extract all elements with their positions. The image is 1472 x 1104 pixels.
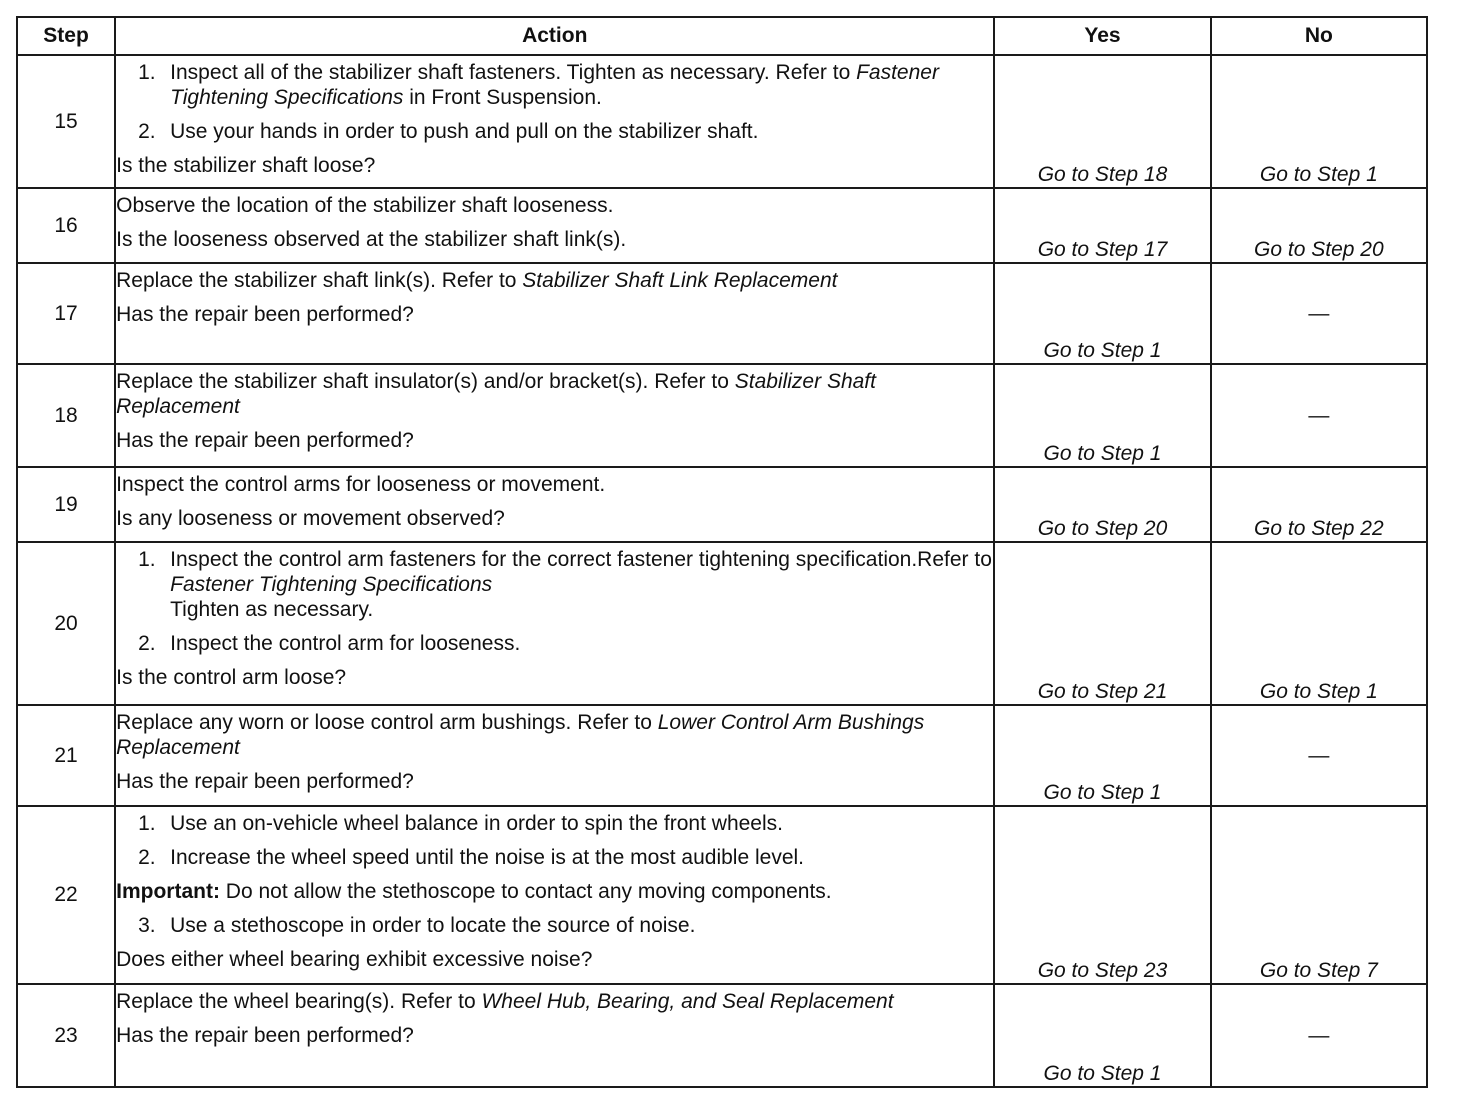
yes-cell: Go to Step 1 [994,364,1210,467]
action-cell [115,705,994,806]
yes-cell: Go to Step 1 [994,705,1210,806]
question-text: Is the control arm loose? [116,666,347,689]
step-number: 23 [17,984,115,1087]
step-number: 20 [17,542,115,705]
action-cell [115,984,994,1087]
table-row [17,806,1427,984]
yes-cell: Go to Step 20 [994,467,1210,542]
list-item: 1. Inspect all of the stabilizer shaft fasteners. Tighten as necessary. Refer to Fastener Tightening Specifications in Front Suspension. [138,61,939,109]
question-text: Has the repair been performed? [116,429,414,452]
table-row [17,55,1427,188]
action-cell [115,263,994,364]
action-cell [115,55,994,188]
list-item: 2. Use your hands in order to push and pull on the stabilizer shaft. [138,120,759,143]
diagnostic-table [16,16,1428,1088]
action-cell [115,542,994,705]
step-number: 17 [17,263,115,364]
table-row [17,467,1427,542]
action-text: Replace the wheel bearing(s). Refer to Wheel Hub, Bearing, and Seal Replacement [116,990,894,1013]
list-item: 2. Inspect the control arm for looseness. [138,632,521,655]
step-number: 16 [17,188,115,263]
action-cell [115,806,994,984]
list-item: 1. Inspect the control arm fasteners for the correct fastener tightening specification.Refer to Fastener Tightening Specifications Tighten as necessary. [138,548,992,621]
header-row [17,17,1427,55]
table-row [17,705,1427,806]
no-cell: Go to Step 1 [1211,542,1427,705]
no-cell: — [1211,984,1427,1087]
yes-cell: Go to Step 1 [994,984,1210,1087]
list-item: 1. Use an on-vehicle wheel balance in order to spin the front wheels. [138,812,783,835]
table-row [17,364,1427,467]
no-cell: Go to Step 1 [1211,55,1427,188]
question-text: Has the repair been performed? [116,770,414,793]
question-text: Is the stabilizer shaft loose? [116,154,376,177]
table-row [17,188,1427,263]
yes-cell: Go to Step 17 [994,188,1210,263]
header-action: Action [115,17,994,55]
table-row [17,263,1427,364]
action-cell [115,364,994,467]
action-text: Replace any worn or loose control arm bushings. Refer to Lower Control Arm Bushings Replacement [116,711,925,759]
no-cell: — [1211,364,1427,467]
no-cell: Go to Step 20 [1211,188,1427,263]
yes-cell: Go to Step 21 [994,542,1210,705]
question-text: Does either wheel bearing exhibit excessive noise? [116,948,593,971]
step-number: 18 [17,364,115,467]
important-note: Important: Do not allow the stethoscope to contact any moving components. [116,880,832,903]
action-text: Replace the stabilizer shaft insulator(s) and/or bracket(s). Refer to Stabilizer Shaft Replacement [116,370,876,418]
yes-cell: Go to Step 1 [994,263,1210,364]
no-cell: Go to Step 22 [1211,467,1427,542]
no-cell: — [1211,705,1427,806]
question-text: Is any looseness or movement observed? [116,507,505,530]
action-cell [115,188,994,263]
header-step: Step [17,17,115,55]
list-item: 2. Increase the wheel speed until the noise is at the most audible level. [138,846,805,869]
table-row [17,984,1427,1087]
header-yes: Yes [994,17,1210,55]
action-text: Inspect the control arms for looseness or movement. [116,473,606,496]
question-text: Has the repair been performed? [116,1024,414,1047]
no-cell: Go to Step 7 [1211,806,1427,984]
question-text: Has the repair been performed? [116,303,414,326]
step-number: 22 [17,806,115,984]
question-text: Is the looseness observed at the stabilizer shaft link(s). [116,228,627,251]
step-number: 15 [17,55,115,188]
header-no: No [1211,17,1427,55]
action-text: Replace the stabilizer shaft link(s). Refer to Stabilizer Shaft Link Replacement [116,269,838,292]
no-cell: — [1211,263,1427,364]
yes-cell: Go to Step 18 [994,55,1210,188]
list-item: 3. Use a stethoscope in order to locate the source of noise. [138,914,696,937]
table-row [17,542,1427,705]
step-number: 21 [17,705,115,806]
yes-cell: Go to Step 23 [994,806,1210,984]
step-number: 19 [17,467,115,542]
action-text: Observe the location of the stabilizer shaft looseness. [116,194,614,217]
action-cell [115,467,994,542]
